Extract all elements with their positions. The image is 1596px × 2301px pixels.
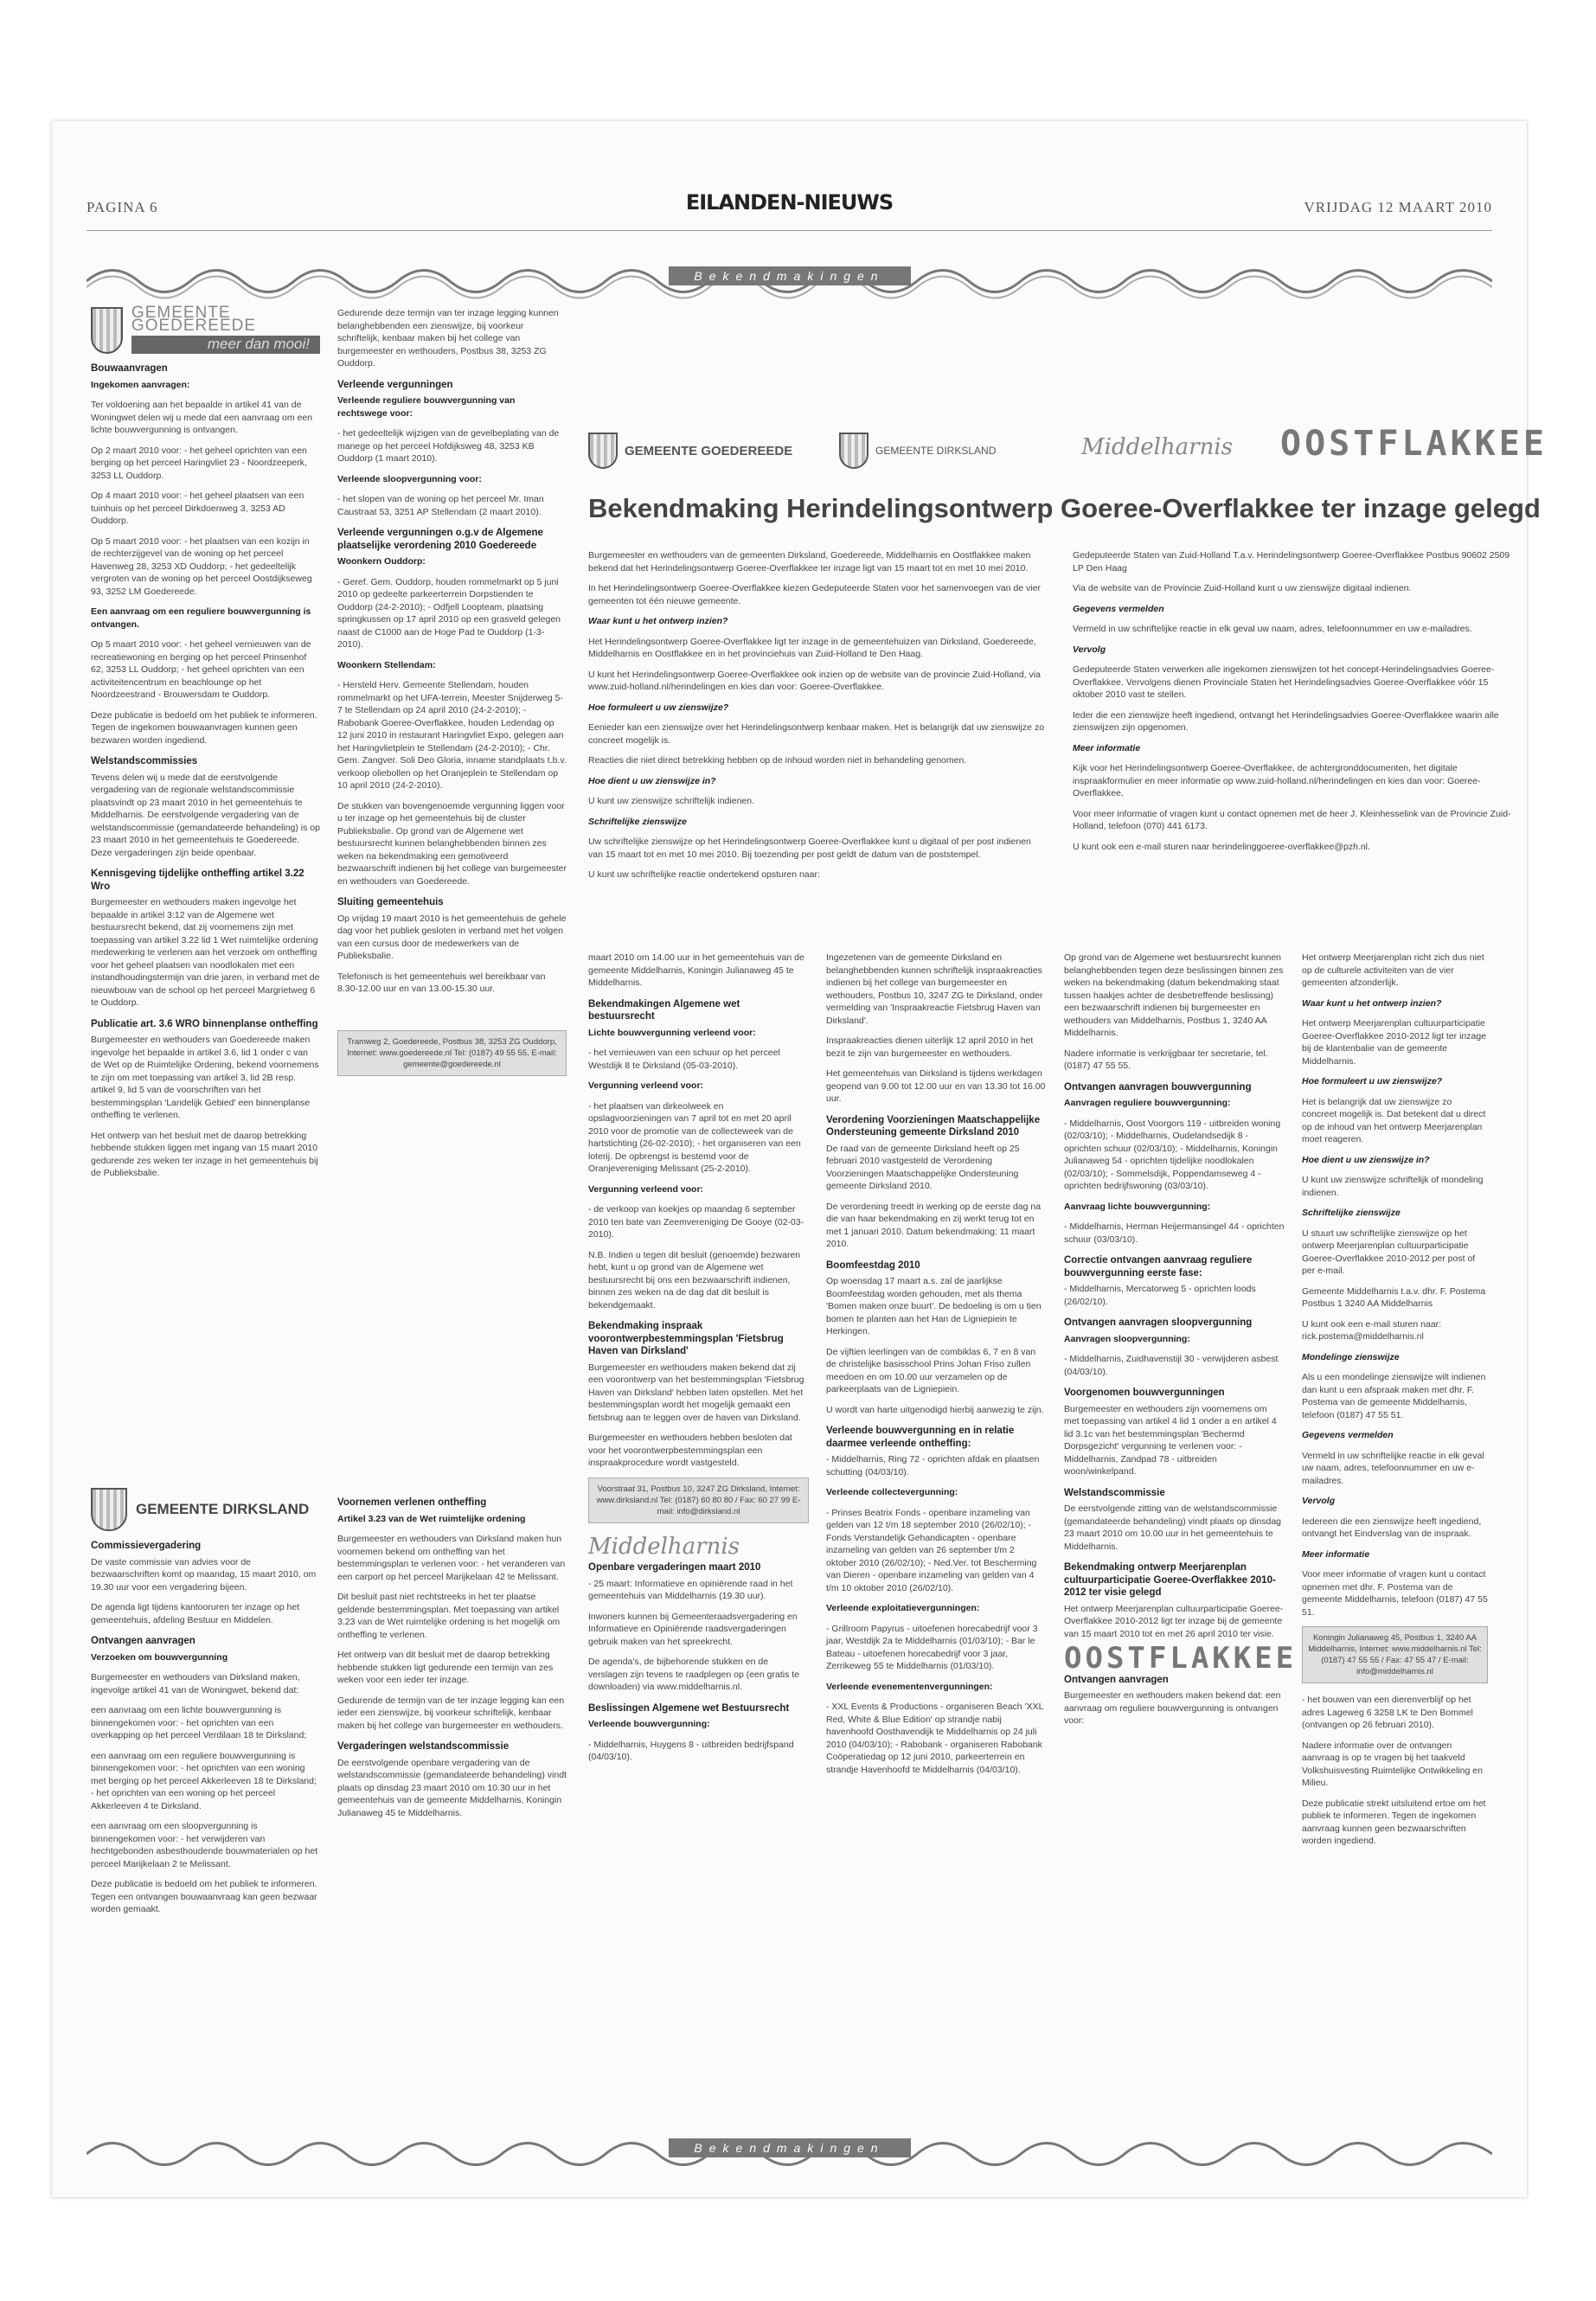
column-middelharnis-3 (1302, 952, 1488, 1856)
paragraph: Op 5 maart 2010 voor: - het plaatsen van een kozijn in de rechterzijgevel van de woning op het perceel Havenweg 28, 3253 XD Ouddorp; - het gedeeltelijk vergroten van de woning op het perceel Oostdijkseweg 93, 3252 LM Goedereede. (91, 535, 312, 597)
paragraph: Een aanvraag om een reguliere bouwvergunning is ontvangen. (91, 606, 311, 630)
paragraph: Op vrijdag 19 maart 2010 is het gemeentehuis de gehele dag voor het publiek gesloten in verband met het volgen van een cursus door de medewerkers van de Publieksbalie. (337, 913, 567, 961)
masthead: EILANDEN-NIEUWS (685, 190, 894, 215)
section-heading: Bekendmakingen Algemene wet bestuursrecht (588, 998, 740, 1022)
logo-dirksland: GEMEENTE DIRKSLAND (839, 433, 996, 469)
paragraph: - het gedeeltelijk wijzigen van de gevelbeplating van de manege op het perceel Hofdijksweg 48, 3253 KB Ouddorp (1 maart 2010). (337, 428, 560, 464)
paragraph: Burgemeester en wethouders maken bekend dat: een aanvraag om reguliere bouwvergunning is ontvangen voor: (1064, 1690, 1281, 1726)
paragraph: een aanvraag om een lichte bouwvergunning is binnengekomen voor: - het oprichten van een overkapping op het perceel Verdilaan 18 te Dirksland; (91, 1705, 307, 1740)
logo-goedereede: GEMEENTE GOEDEREEDE (588, 433, 792, 469)
paragraph: een aanvraag om een reguliere bouwvergunning is binnengekomen voor: - het oprichten van een woning met berging op het perceel Akkerleeven 18 te Dirksland; - het oprichten van een woning op het perceel Akkerleeven 4 te Dirksland. (91, 1750, 317, 1811)
paragraph: De eerstvolgende openbare vergadering van de welstandscommissie (gemandateerde behandeling) vindt plaats op dinsdag 23 maart 2010 om 10.30 uur in het gemeentehuis van de gemeente Middelharnis, Koningin Julianaweg 45 te Middelharnis. (337, 1757, 567, 1818)
section-heading: Voorgenomen bouwvergunningen (1064, 1388, 1225, 1398)
dirksland-logo: GEMEENTE DIRKSLAND (91, 1488, 320, 1531)
bekendmakingen-band-bottom (87, 2128, 1492, 2180)
subheading: Waar kunt u het ontwerp inzien? (1302, 997, 1442, 1009)
notice-title: Bekendmaking Herindelingsontwerp Goeree-Overflakkee ter inzage gelegd (588, 493, 1541, 523)
paragraph: maart 2010 om 14.00 uur in het gemeentehuis van de gemeente Middelharnis, Koningin Julianaweg 45 te Middelharnis. (588, 952, 804, 988)
section-heading: Bekendmaking inspraak voorontwerpbestemmingsplan 'Fietsbrug Haven van Dirksland' (588, 1321, 784, 1356)
logo-middelharnis: Middelharnis (1081, 434, 1234, 460)
paragraph: - Middelharnis, Oost Voorgors 119 - uitbreiden woning (02/03/10); - Middelharnis, Oudelandsedijk 8 - oprichten schuur (02/03/10); - Middelharnis, Koningin Julianaweg 54 - oprichten tijdelijke noodlokalen (02/03/10); - Sommelsdijk, Poppendamseweg 4 - oprichten bedrijfswoning (03/03/10). (1064, 1118, 1281, 1191)
paragraph: Voor meer informatie of vragen kunt u contact opnemen met de heer J. Kleinhesselink van de Provincie Zuid-Holland, telefoon (070) 441 6173. (1073, 808, 1511, 831)
paragraph: - Prinses Beatrix Fonds - openbare inzameling van gelden van 12 t/m 18 september 2010 (26/02/10); - Fonds Verstandelijk Gehandicapten - openbare inzameling van gelden van 26 september t/m 2 oktober 2010 (26/02/10); - Ned.Ver. tot Bescherming van Dieren - openbare inzameling van gelden van 4 t/m 10 oktober 2010 (26/02/10). (826, 1507, 1037, 1593)
paragraph: Tevens delen wij u mede dat de eerstvolgende vergadering van de regionale welstandscommissie plaatsvindt op 23 maart 2010 in het gemeentehuis te Middelharnis. De eerstvolgende vergadering van de welstandscommissie (gemandateerde behandeling) is op 23 maart 2010 in het gemeentehuis te Goedereede. Deze vergaderingen zijn beide openbaar. (91, 772, 320, 858)
paragraph: - Geref. Gem. Ouddorp, houden rommelmarkt op 5 juni 2010 op gedeelte parkeerterrein Dorpstienden te Ouddorp (24-2-2010); - Odfjell Loopteam, plaatsing springkussen op 17 april 2010 op een grasveld gelegen naast de C1000 aan de Hoge Pad te Ouddorp (1-3-2010). (337, 576, 561, 650)
paragraph: De stukken van bovengenoemde vergunning liggen voor u ter inzage op het gemeentehuis bij de cluster Publieksbalie. Op grond van de Algemene wet bestuursrecht kunnen belanghebbenden binnen zes weken na bekendmaking een gemotiveerd bezwaarschrift indienen bij het college van burgemeester en wethouders van Goedereede. (337, 800, 567, 887)
coat-of-arms-icon (91, 307, 123, 354)
subheading: Verleende exploitatievergunningen: (826, 1603, 980, 1613)
section-heading: Ontvangen aanvragen (91, 1636, 195, 1646)
subheading: Woonkern Ouddorp: (337, 556, 426, 567)
paragraph: De vijftien leerlingen van de combiklas 6, 7 en 8 van de christelijke basisschool Prins Johan Friso zullen meedoen en om 10.00 uur verzamelen op de parkeerplaats van de Ligniepiein. (826, 1346, 1036, 1394)
column-middelharnis-2 (1064, 952, 1298, 1735)
subheading: Verleende reguliere bouwvergunning van rechtswege voor: (337, 395, 516, 419)
column-dirksland-3 (588, 952, 809, 1772)
subheading: Vervolg (1302, 1496, 1336, 1506)
paragraph: Ingezetenen van de gemeente Dirksland en belanghebbenden kunnen schriftelijk inspraakreacties indienen bij het college van burgemeester en wethouders, Postbus 10, 3247 ZG te Dirksland, onder vermelding van 'Inspraakreactie Fietsbrug Haven van Dirksland'. (826, 952, 1043, 1026)
paragraph: - het vernieuwen van een schuur op het perceel Westdijk 8 te Dirksland (05-03-2010). (588, 1048, 780, 1071)
band-label: Bekendmakingen (669, 266, 911, 285)
herindeling-notice (588, 424, 1548, 934)
subheading: Gegevens vermelden (1073, 603, 1164, 614)
paragraph: De verordening treedt in werking op de eerste dag na die van haar bekendmaking en zij werkt terug tot en met 1 januari 2010. Datum bekendmaking: 11 maart 2010. (826, 1201, 1042, 1249)
subheading: Meer informatie (1073, 742, 1141, 753)
section-heading: Commissievergadering (91, 1541, 202, 1551)
paragraph: Vermeld in uw schriftelijke reactie in elk geval uw naam, adres, telefoonnummer en uw e-mailadres. (1073, 624, 1472, 634)
paragraph: U wordt van harte uitgenodigd hierbij aanwezig te zijn. (826, 1404, 1044, 1415)
subheading: Vervolg (1073, 644, 1106, 655)
bekendmakingen-band-top (87, 251, 1492, 303)
paragraph: - Middelharnis, Huygens 8 - uitbreiden bedrijfspand (04/03/10). (588, 1739, 794, 1762)
coat-of-arms-icon (588, 433, 618, 469)
paragraph: Nadere informatie over de ontvangen aanvraag is op te vragen bij het taakveld Volkshuisvesting Ruimtelijke Ontwikkeling en Milieu. (1302, 1740, 1483, 1788)
paragraph: Het ontwerp Meerjarenplan cultuurparticipatie Goeree-Overflakkee 2010-2012 ligt ter inzage bij de gemeente van 15 maart 2010 tot en met 26 april 2010 ter visie. (1064, 1603, 1284, 1639)
paragraph: Deze publicatie strekt uitsluitend ertoe om het publiek te informeren. Tegen de ingekomen aanvraag kunnen geen bezwaarschriften worden ingediend. (1302, 1798, 1486, 1846)
subheading: Verzoeken om bouwvergunning (91, 1651, 228, 1663)
goedereede-tagline: meer dan mooi! (131, 336, 320, 354)
section-heading: Welstandscommissies (91, 756, 198, 766)
paragraph: U kunt ook een e-mail sturen naar: rick.postema@middelharnis.nl (1302, 1318, 1442, 1342)
address: Gedeputeerde Staten van Zuid-Holland T.a.v. Herindelingsontwerp Goeree-Overflakkee Postbus 90602 2509 LP Den Haag (1073, 550, 1510, 574)
paragraph: Uw schriftelijke zienswijze op het Herindelingsontwerp Goeree-Overflakkee kunt u digitaal of per post indienen van 15 maart tot en met 10 mei 2010. Bij toezending per post geldt de datum van de poststempel. (588, 836, 1031, 860)
paragraph: Eenieder kan een zienswijze over het Herindelingsontwerp kenbaar maken. Het is belangrijk dat uw zienswijze zo concreet mogelijk is. (588, 722, 1045, 746)
paragraph: Vermeld in uw schriftelijke reactie in elk geval uw naam, adres, telefoonnummer en uw e-mailadres. (1302, 1450, 1484, 1486)
goedereede-title: GEMEENTE GOEDEREEDE (131, 304, 257, 335)
paragraph: Deze publicatie is bedoeld om het publiek te informeren. Tegen een ontvangen bouwaanvraag kan geen bezwaar worden gemaakt. (91, 1879, 317, 1914)
subheading: Hoe dient u uw zienswijze in? (588, 775, 716, 786)
oostflakkee-logo: OOSTFLAKKEE (1064, 1641, 1298, 1676)
paragraph: U kunt uw zienswijze schriftelijk of mondeling indienen. (1302, 1175, 1484, 1198)
paragraph: Het ontwerp van dit besluit met de daarop betrekking hebbende stukken ligt gedurende een termijn van zes weken voor een ieder ter inzage. (337, 1650, 554, 1685)
section-heading: Verleende vergunningen (337, 379, 453, 390)
subheading: Aanvragen reguliere bouwvergunning: (1064, 1098, 1231, 1108)
column-dirksland (91, 1488, 320, 1924)
paragraph: De agenda ligt tijdens kantooruren ter inzage op het gemeentehuis, afdeling Bestuur en Middelen. (91, 1602, 300, 1625)
logo-oostflakkee: OOSTFLAKKEE (1280, 424, 1548, 464)
paragraph: Burgemeester en wethouders hebben besloten dat voor het voorontwerpbestemmingsplan een inspraakprocedure wordt vastgesteld. (588, 1433, 792, 1468)
section-heading: Ontvangen aanvragen bouwvergunning (1064, 1081, 1252, 1093)
paragraph: Burgemeester en wethouders van Dirksland maken, ingevolge artikel 41 van de Woningwet, bekend dat: (91, 1672, 300, 1695)
paragraph: - 25 maart: Informatieve en opiniërende raad in het gemeentehuis van Middelharnis (19.30 uur). (588, 1578, 793, 1601)
paragraph: N.B. Indien u tegen dit besluit (genoemde) bezwaren hebt, kunt u op grond van de Algemene wet bestuursrecht bij ons een bezwaarschrift indienen, binnen zes weken na de dag dat dit besluit is bekendgemaakt. (588, 1249, 801, 1311)
paragraph: Ter voldoening aan het bepaalde in artikel 41 van de Woningwet delen wij u mede dat een aanvraag om een lichte bouwvergunning is ontvangen. (91, 400, 313, 435)
section-heading: Vergaderingen welstandscommissie (337, 1741, 510, 1752)
paragraph: Inwoners kunnen bij Gemeenteraadsvergadering en Informatieve en Opiniërende raadsvergaderingen gebruik maken van het spreekrecht. (588, 1611, 798, 1647)
paragraph: U kunt het Herindelingsontwerp Goeree-Overflakkee ook inzien op de website van de provincie Zuid-Holland, via www.zuid-holland.nl/herindelingen en kies dan voor: Goeree-Overflakkee. (588, 669, 1041, 692)
paragraph: Ieder die een zienswijze heeft ingediend, ontvangt het Herindelingsadvies Goeree-Overflakkee waarin alle zienswijzen zijn opgenomen. (1073, 709, 1499, 733)
paragraph: U stuurt uw schriftelijke zienswijze op het ontwerp Meerjarenplan cultuurparticipatie Goeree-Overflakkee 2010-2012 per post of per e-mail. (1302, 1227, 1476, 1276)
subheading: Hoe formuleert u uw zienswijze? (1302, 1076, 1443, 1086)
subheading: Aanvraag lichte bouwvergunning: (1064, 1201, 1211, 1212)
paragraph: Kijk voor het Herindelingsontwerp Goeree-Overflakkee, de achtergronddocumenten, het digitale inspraakformulier en meer informatie op www.zuid-holland.nl/herindelingen en kies dan voor: Goeree-Overflakkee. (1073, 763, 1481, 798)
dirksland-contact-box: Voorstraat 31, Postbus 10, 3247 ZG Dirksland, Internet: www.dirksland.nl Tel: (0187) 60 80 80 / Fax: 60 27 99 E-mail: info@dirksland.nl (588, 1477, 809, 1523)
paragraph: Burgemeester en wethouders maken bekend dat zij een voorontwerp van het bestemmingsplan 'Fietsbrug Haven van Dirksland' hebben laten opstellen. Met het bestemmingsplan wordt het mogelijk gemaakt een fietsbrug aan te leggen over de haven van Dirksland. (588, 1362, 804, 1423)
paragraph: - de verkoop van koekjes op maandag 6 september 2010 ten bate van Zeemvereniging De Gooye (02-03-2010). (588, 1204, 804, 1240)
section-heading: Kennisgeving tijdelijke ontheffing artikel 3.22 Wro (91, 868, 304, 892)
section-heading: Correctie ontvangen aanvraag reguliere bouwvergunning eerste fase: (1064, 1255, 1253, 1279)
middelharnis-logo: Middelharnis (588, 1533, 740, 1560)
paragraph: Het ontwerp Meerjarenplan richt zich dus niet op de culturele activiteiten van de vier gemeenten afzonderlijk. (1302, 952, 1484, 988)
subheading: Schriftelijke zienswijze (588, 816, 687, 827)
subheading: Verleende collectevergunning: (826, 1487, 958, 1497)
paragraph: Inspraakreacties dienen uiterlijk 12 april 2010 in het bezit te zijn van burgemeester en wethouders. (826, 1035, 1034, 1059)
paragraph: Het gemeentehuis van Dirksland is tijdens werkdagen geopend van 9.00 tot 12.00 uur en van 13.30 tot 16.00 uur. (826, 1068, 1046, 1104)
column-goedereede-2 (337, 307, 567, 1076)
middelharnis-contact-box: Koningin Julianaweg 45, Postbus 1, 3240 AA Middelharnis, Internet: www.middelharnis.nl Tel: (0187) 47 55 55 / Fax: 47 55 47 / E-mail: info@middelharnis.nl (1302, 1626, 1488, 1683)
paragraph: Telefonisch is het gemeentehuis wel bereikbaar van 8.30-12.00 uur en van 13.00-15.30 uur. (337, 971, 546, 994)
paragraph: Als u een mondelinge zienswijze wilt indienen dan kunt u een afspraak maken met dhr. F. Postema van de gemeente Middelharnis, telefoon (0187) 47 55 51. (1302, 1372, 1486, 1420)
section-heading: Voornemen verlenen ontheffing (337, 1497, 487, 1508)
paragraph: - Middelharnis, Mercatorweg 5 - oprichten loods (26/02/10). (1064, 1284, 1256, 1307)
paragraph: Het Herindelingsontwerp Goeree-Overflakkee ligt ter inzage in de gemeentehuizen van Dirksland, Goedereede, Middelharnis en Oostflakkee en in het provinciehuis van Zuid-Holland te Den Haag. (588, 636, 1036, 659)
paragraph: - Hersteld Herv. Gemeente Stellendam, houden rommelmarkt op het UFA-terrein, Meester Snijderweg 5-7 te Stellendam op 24 april 2010 (24-2-2010); - Rabobank Goeree-Overflakkee, houden Ledendag op 12 juni 2010 in restaurant Haringvliet Expo, gelegen aan het Haringvlietplein te Stellendam (24-2-2010); - Chr. Gem. Zangver. Soli Deo Gloria, inname standplaats t.b.v. verkoop oliebollen op het Oranjeplein te Stellendam op 10 april 2010 (24-2-2010). (337, 680, 567, 791)
paragraph: - XXL Events & Productions - organiseren Beach 'XXL Red, White & Blue Edition' op strandje nabij havenhoofd Oosthavendijk te Middelharnis op 24 juli 2010 (04/03/10); - Rabobank - organiseren Rabobank Coöperatiedag op 12 juni 2010, parkeerterrein en strandje Havenhoofd te Middelharnis (04/03/10). (826, 1702, 1044, 1775)
section-heading: Welstandscommissie (1064, 1487, 1165, 1498)
subheading: Waar kunt u het ontwerp inzien? (588, 616, 728, 626)
band-label: Bekendmakingen (669, 2138, 911, 2157)
subheading: Hoe formuleert u uw zienswijze? (588, 702, 729, 713)
subheading: Gegevens vermelden (1302, 1430, 1394, 1440)
subheading: Ingekomen aanvragen: (91, 379, 190, 390)
section-heading: Ontvangen aanvragen sloopvergunning (1064, 1317, 1253, 1328)
subheading: Aanvragen sloopvergunning: (1064, 1333, 1190, 1344)
paragraph: De eerstvolgende zitting van de welstandscommissie (gemandateerde behandeling) vindt plaats op dinsdag 23 maart 2010 om 10.00 uur in het gemeentehuis te Middelharnis. (1064, 1503, 1282, 1552)
paragraph: - Middelharnis, Herman Heijermansingel 44 - oprichten schuur (03/03/10). (1064, 1221, 1285, 1245)
paragraph: Burgemeester en wethouders zijn voornemens om met toepassing van artikel 4 lid 1 onder a en artikel 4 lid 3.1c van het bestemmingsplan 'Bechermd Dorpsgezicht' vergunning te verlenen voor: - Middelharnis, Zandpad 78 - uitbreiden woon/winkelpand. (1064, 1403, 1277, 1477)
goedereede-contact-box: Tramweg 2, Goedereede, Postbus 38, 3253 ZG Ouddorp, Internet: www.goedereede.nl Tel: (0187) 49 55 55, E-mail: gemeente@goedereede.nl (337, 1030, 567, 1076)
paragraph: Burgemeester en wethouders van Goedereede maken ingevolge het bepaalde in artikel 3.6, lid 1 onder c van de Wet op de Ruimtelijke Ordening, bekend voornemens te zijn om met toepassing van artikel 3, lid 2B resp. artikel 9, lid 5 van de voorschriften van het bestemmingsplan 'Landelijk Gebied' een binnenplanse ontheffing te verlenen. (91, 1035, 319, 1120)
section-heading: Bekendmaking ontwerp Meerjarenplan cultuurparticipatie Goeree-Overflakkee 2010-2012 ter visie gelegd (1064, 1562, 1276, 1598)
paragraph: Iedereen die een zienswijze heeft ingediend, ontvangt het Eindverslag van de inspraak. (1302, 1516, 1482, 1539)
subheading: Schriftelijke zienswijze (1302, 1208, 1401, 1218)
paragraph: - het bouwen van een dierenverblijf op het adres Lageweg 6 3258 LK te Den Bommel (ontvangen op 26 februari 2010). (1302, 1695, 1473, 1730)
goedereede-logo (91, 304, 320, 354)
paragraph: Op 2 maart 2010 voor: - het geheel oprichten van een berging op het perceel Haringvliet 23 - Noordzeeperk, 3253 LL Ouddorp. (91, 445, 307, 481)
paragraph: Burgemeester en wethouders van Dirksland maken hun voornemen bekend om ontheffing van het bestemmingsplan te verlenen voor: - het veranderen van een carport op het perceel Marijkelaan 42 te Melissant. (337, 1534, 566, 1582)
paragraph: Op 4 maart 2010 voor: - het geheel plaatsen van een tuinhuis op het perceel Dirkdoenweg 3, 3253 AD Ouddorp. (91, 490, 304, 526)
paragraph: Op 5 maart 2010 voor: - het geheel vernieuwen van de recreatiewoning en berging op het perceel Prinsenhof 62, 3253 LL Ouddorp; - het geheel oprichten van een activiteitencentrum en beachlounge op het Noordzeestrand - Brouwersdam te Ouddorp. (91, 639, 311, 700)
paragraph: Het is belangrijk dat uw zienswijze zo concreet mogelijk is. Dat betekent dat u direct op de inhoud van het ontwerp Meerjarenplan moet reageren. (1302, 1096, 1486, 1144)
section-heading: Bouwaanvragen (91, 363, 168, 374)
column-middelharnis (826, 952, 1047, 1784)
paragraph: Nadere informatie is verkrijgbaar ter secretarie, tel. (0187) 47 55 55. (1064, 1048, 1268, 1071)
column-goedereede (91, 304, 320, 1188)
paragraph: In het Herindelingsontwerp Goeree-Overflakkee kiezen Gedeputeerde Staten voor het samenvoegen van de vier gemeenten tot één nieuwe gemeente. (588, 583, 1041, 606)
paragraph: - Middelharnis, Zuidhavenstijl 30 - verwijderen asbest (04/03/10). (1064, 1354, 1279, 1377)
paragraph: een aanvraag om een sloopvergunning is binnengekomen voor: - het verwijderen van hechtgebonden asbesthoudende bouwmaterialen op het perceel Marijkelaan 2 te Melissant. (91, 1821, 318, 1869)
section-heading: Beslissingen Algemene wet Bestuursrecht (588, 1702, 790, 1714)
section-heading: Verordening Voorzieningen Maatschappelijke Ondersteuning gemeente Dirksland 2010 (826, 1114, 1041, 1138)
paragraph: Voor meer informatie of vragen kunt u contact opnemen met dhr. F. Postema van de gemeente Middelharnis, telefoon (0187) 47 55 51. (1302, 1569, 1488, 1618)
paragraph: U kunt uw zienswijze schriftelijk indienen. (588, 796, 754, 806)
section-heading: Ontvangen aanvragen (1064, 1674, 1169, 1685)
paragraph: - Grillroom Papyrus - uitoefenen horecabedrijf voor 3 jaar, Westdijk 2a te Middelharnis (01/03/10); - Bar le Bateau - uitoefenen horecabedrijf voor 3 jaar, Zerrikeweg 55 te Middelharnis (01/03/10). (826, 1623, 1038, 1671)
paragraph: Gedurende deze termijn van ter inzage legging kunnen belanghebbenden een zienswijze, bij voorkeur schriftelijk, kenbaar maken bij het college van burgemeester en wethouders, Postbus 38, 3253 ZG Ouddorp. (337, 308, 559, 369)
notice-column-left (588, 549, 1047, 889)
section-heading: Publicatie art. 3.6 WRO binnenplanse ontheffing (91, 1018, 318, 1029)
paragraph: De vaste commissie van advies voor de bezwaarschriften komt op maandag, 15 maart 2010, om 19.30 uur voor een vergadering bijeen. (91, 1556, 317, 1593)
section-heading: Boomfeestdag 2010 (826, 1259, 920, 1271)
paragraph: De raad van de gemeente Dirksland heeft op 25 februari 2010 vastgesteld de Verordening Voorzieningen Maatschappelijke Ondersteuning gemeente Dirksland 2010. (826, 1143, 1020, 1191)
coat-of-arms-icon (839, 433, 869, 469)
paragraph: - Middelharnis, Ring 72 - oprichten afdak en plaatsen schutting (04/03/10). (826, 1454, 1040, 1477)
header-rule (87, 230, 1492, 231)
paragraph: U kunt ook een e-mail sturen naar herindelinggoeree-overflakkee@pzh.nl. (1073, 841, 1370, 852)
newspaper-page (52, 121, 1548, 2197)
subheading: Verleende evenementenvergunningen: (826, 1681, 993, 1692)
subheading: Meer informatie (1302, 1548, 1370, 1560)
paragraph: - het plaatsen van dirkeolweek en opslagvoorzieningen van 7 april tot en met 20 april 2010 voor de promotie van de collecteweek van de hartstichting (26-02-2010); - het organiseren van een loterij. De opbrengst is bestemd voor de Oranjevereniging Melissant (25-2-2010). (588, 1100, 801, 1174)
paragraph: Het ontwerp van het besluit met de daarop betrekking hebbende stukken liggen met ingang van 15 maart 2010 gedurende zes weken ter inzage in het gemeentehuis bij de Publieksbalie. (91, 1130, 318, 1178)
issue-date: VRIJDAG 12 MAART 2010 (1304, 199, 1492, 215)
paragraph: Gedeputeerde Staten verwerken alle ingekomen zienswijzen tot het concept-Herindelingsadvies Goeree-Overflakkee. Vervolgens dienen Provinciale Staten het Herindelingsadvies Goeree-Overflakkee vóór 15 oktober 2010 vast te stellen. (1073, 664, 1495, 700)
section-heading: Verleende vergunningen o.g.v de Algemene plaatselijke verordening 2010 Goedereede (337, 528, 543, 551)
subheading: Vergunning verleend voor: (588, 1080, 704, 1091)
subheading: Vergunning verleend voor: (588, 1183, 704, 1195)
subheading: Verleende bouwvergunning: (588, 1719, 710, 1729)
page-number: PAGINA 6 (87, 199, 158, 215)
paragraph: Op woensdag 17 maart a.s. zal de jaarlijkse Boomfeestdag worden gehouden, met als thema 'Bomen maken onze buurt'. De bedoeling is om u tien bomen te planten aan het Han de Ligniepiein te Herkingen. (826, 1276, 1042, 1336)
paragraph: Via de website van de Provincie Zuid-Holland kunt u uw zienswijze digitaal indienen. (1073, 583, 1412, 593)
paragraph: Reacties die niet direct betrekking hebben op de inhoud worden niet in behandeling genomen. (588, 755, 967, 766)
section-heading: Verleende bouwvergunning en in relatie daarmee verleende ontheffing: (826, 1426, 1015, 1449)
notice-column-right (1073, 549, 1518, 861)
subheading: Verleende sloopvergunning voor: (337, 473, 482, 484)
paragraph: Op grond van de Algemene wet bestuursrecht kunnen belanghebbenden tegen deze beslissingen binnen zes weken na bekendmaking (datum bekendmaking staat tussen haakjes achter de desbetreffende beslissing) een bezwaarschrift indienen bij burgemeester en wethouders van Middelharnis, Postbus 1, 3240 AA Middelharnis. (1064, 952, 1284, 1038)
subheading: Hoe dient u uw zienswijze in? (1302, 1154, 1430, 1165)
coat-of-arms-icon (91, 1488, 127, 1531)
paragraph: Gedurende de termijn van de ter inzage legging kan een ieder een zienswijze, bij voorkeur schriftelijk, kenbaar maken bij het college van burgemeester en wethouders. (337, 1695, 565, 1731)
paragraph: De agenda's, de bijbehorende stukken en de verslagen zijn tevens te raadplegen op (een gratis te downloaden) via www.middelharnis.nl. (588, 1657, 799, 1692)
paragraph: Deze publicatie is bedoeld om het publiek te informeren. Tegen de ingekomen bouwaanvragen kunnen geen bezwaren worden ingediend. (91, 709, 317, 746)
paragraph: U kunt uw schriftelijke reactie ondertekend opsturen naar: (588, 869, 820, 880)
page-header (87, 190, 1492, 225)
subheading: Mondelinge zienswijze (1302, 1351, 1400, 1362)
address: Gemeente Middelharnis t.a.v. dhr. F. Postema Postbus 1 3240 AA Middelharnis (1302, 1285, 1486, 1309)
paragraph: Het ontwerp Meerjarenplan cultuurparticipatie Goeree-Overflakkee 2010-2012 ligt ter inzage bij de klantenbalie van de gemeente Middelharnis. (1302, 1018, 1487, 1067)
paragraph: - het slopen van de woning op het perceel Mr. Iman Caustraat 53, 3251 AP Stellendam (2 maart 2010). (337, 494, 544, 517)
section-heading: Openbare vergaderingen maart 2010 (588, 1562, 761, 1573)
column-dirksland-2 (337, 1488, 567, 1827)
municipality-logos (588, 424, 1548, 489)
paragraph: Burgemeester en wethouders van de gemeenten Dirksland, Goedereede, Middelharnis en Oostflakkee maken bekend dat het Herindelingsontwerp Goeree-Overflakkee ter inzage ligt van 15 maart tot en met 10 mei 2010. (588, 550, 1031, 574)
section-heading: Sluiting gemeentehuis (337, 897, 444, 907)
paragraph: Burgemeester en wethouders maken ingevolge het bepaalde in artikel 3:12 van de Algemene wet bestuursrecht bekend, dat zij voornemens zijn met toepassing van artikel 3.22 lid 1 Wet ruimtelijke ordening medewerking te verlenen aan het verzoek om ontheffing voor het geheel plaatsen van noodlokalen met een instandhoudingstermijn van drie jaren, in verband met de nieuwbouw van de school op het perceel Margrietweg 6 te Ouddorp. (91, 897, 320, 1008)
subheading: Artikel 3.23 van de Wet ruimtelijke ordening (337, 1513, 526, 1524)
paragraph: Dit besluit past niet rechtstreeks in het ter plaatse geldende bestemmingsplan. Met toepassing van artikel 3.23 van de Wet ruimtelijke ordening is het mogelijk om ontheffing te verlenen. (337, 1592, 561, 1640)
subheading: Woonkern Stellendam: (337, 659, 436, 670)
subheading: Lichte bouwvergunning verleend voor: (588, 1027, 756, 1038)
